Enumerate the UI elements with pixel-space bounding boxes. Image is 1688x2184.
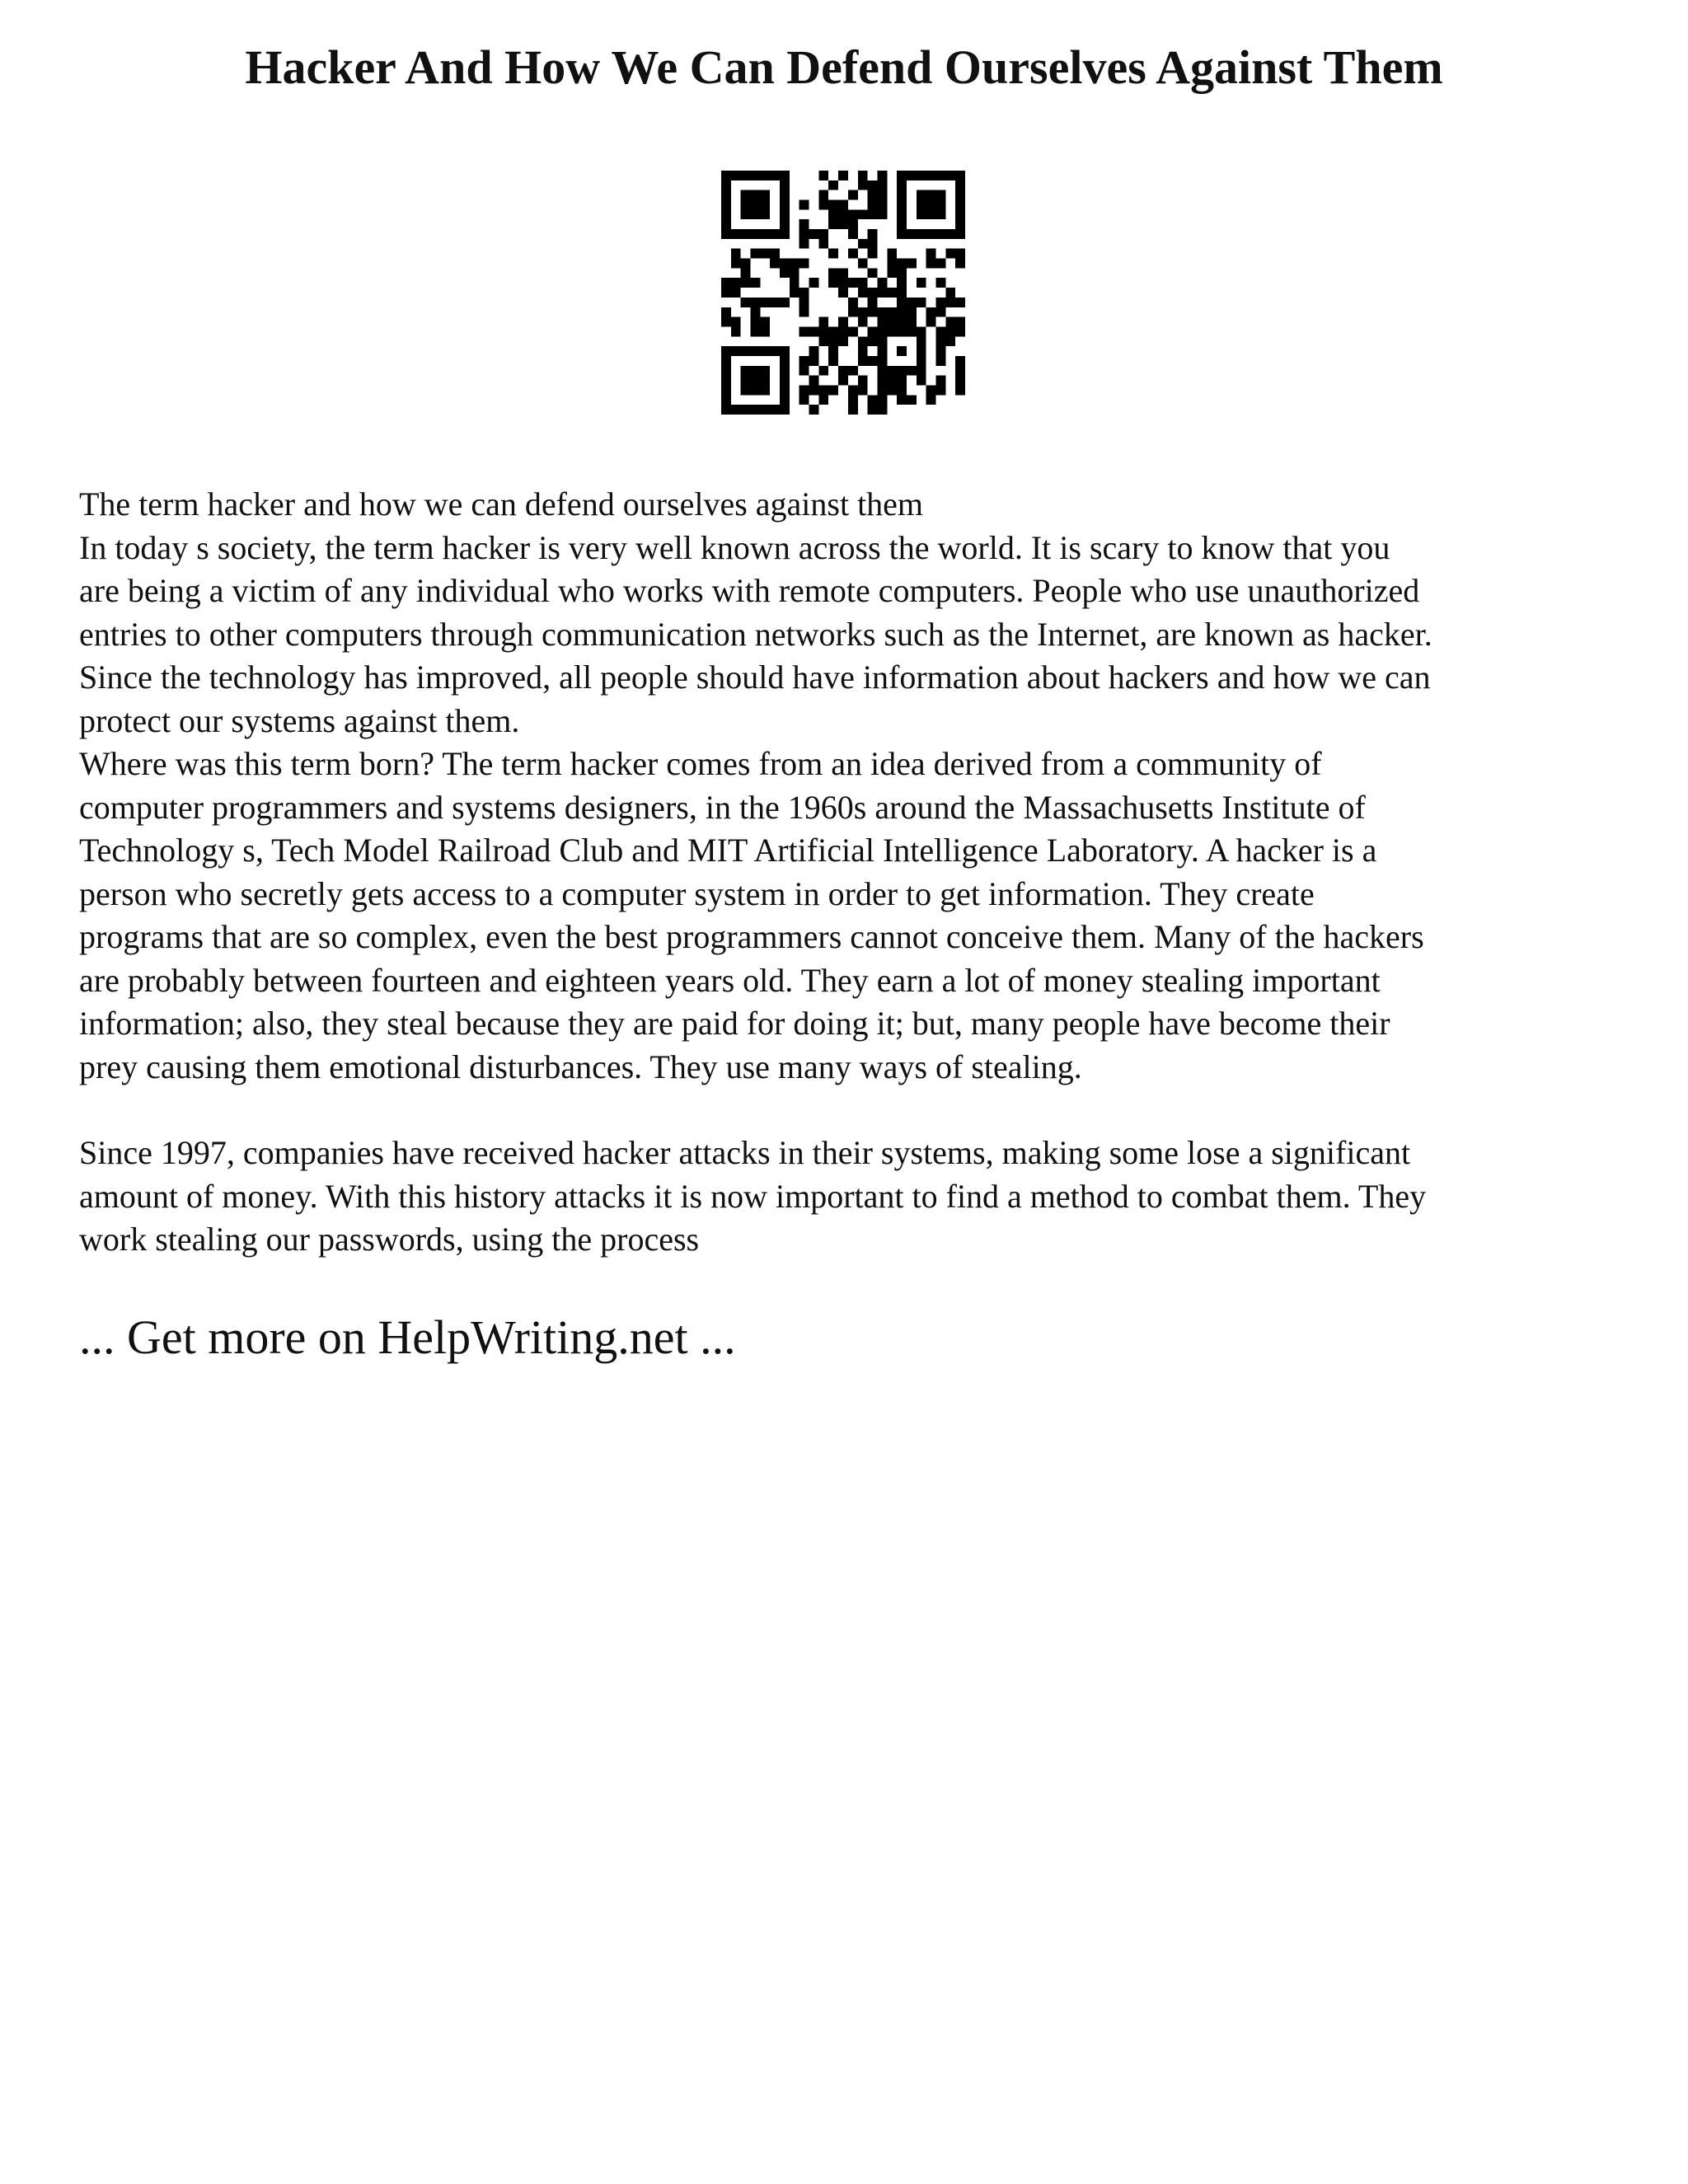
document-body [79, 483, 1629, 1262]
text-line: are being a victim of any individual who works with remote computers. People who use unauthorized [79, 572, 1420, 609]
text-line: computer programmers and systems designers, in the 1960s around the Massachusetts Institute of [79, 788, 1366, 826]
text-line: The term hacker and how we can defend ourselves against them [79, 485, 924, 523]
text-line: prey causing them emotional disturbances. They use many ways of stealing. [79, 1047, 1082, 1085]
text-line: protect our systems against them. [79, 701, 520, 739]
text-line: information; also, they steal because they are paid for doing it; but, many people have become their [79, 1005, 1390, 1042]
qr-code-icon [721, 171, 965, 415]
text-line: Since the technology has improved, all people should have information about hackers and how we can [79, 658, 1431, 696]
text-line: Where was this term born? The term hacker comes from an idea derived from a community of [79, 745, 1322, 782]
text-line: amount of money. With this history attacks it is now important to find a method to combat them. They [79, 1177, 1427, 1215]
text-line: work stealing our passwords, using the process [79, 1221, 700, 1258]
get-more-link[interactable]: ... Get more on HelpWriting.net ... [79, 1310, 736, 1364]
text-line: Since 1997, companies have received hacker attacks in their systems, making some lose a significant [79, 1134, 1411, 1171]
document-title: Hacker And How We Can Defend Ourselves Against Them [245, 40, 1443, 94]
text-line: are probably between fourteen and eighteen years old. They earn a lot of money stealing important [79, 961, 1381, 999]
text-line: entries to other computers through communication networks such as the Internet, are known as hacker. [79, 615, 1432, 653]
paragraph-block-1 [79, 483, 1629, 1089]
text-line: Technology s, Tech Model Railroad Club and MIT Artificial Intelligence Laboratory. A hacker is a [79, 832, 1377, 869]
text-line: person who secretly gets access to a computer system in order to get information. They create [79, 874, 1315, 912]
text-line: In today s society, the term hacker is very well known across the world. It is scary to know that you [79, 528, 1390, 566]
text-line: programs that are so complex, even the best programmers cannot conceive them. Many of the hackers [79, 918, 1424, 955]
paragraph-block-2 [79, 1132, 1629, 1262]
